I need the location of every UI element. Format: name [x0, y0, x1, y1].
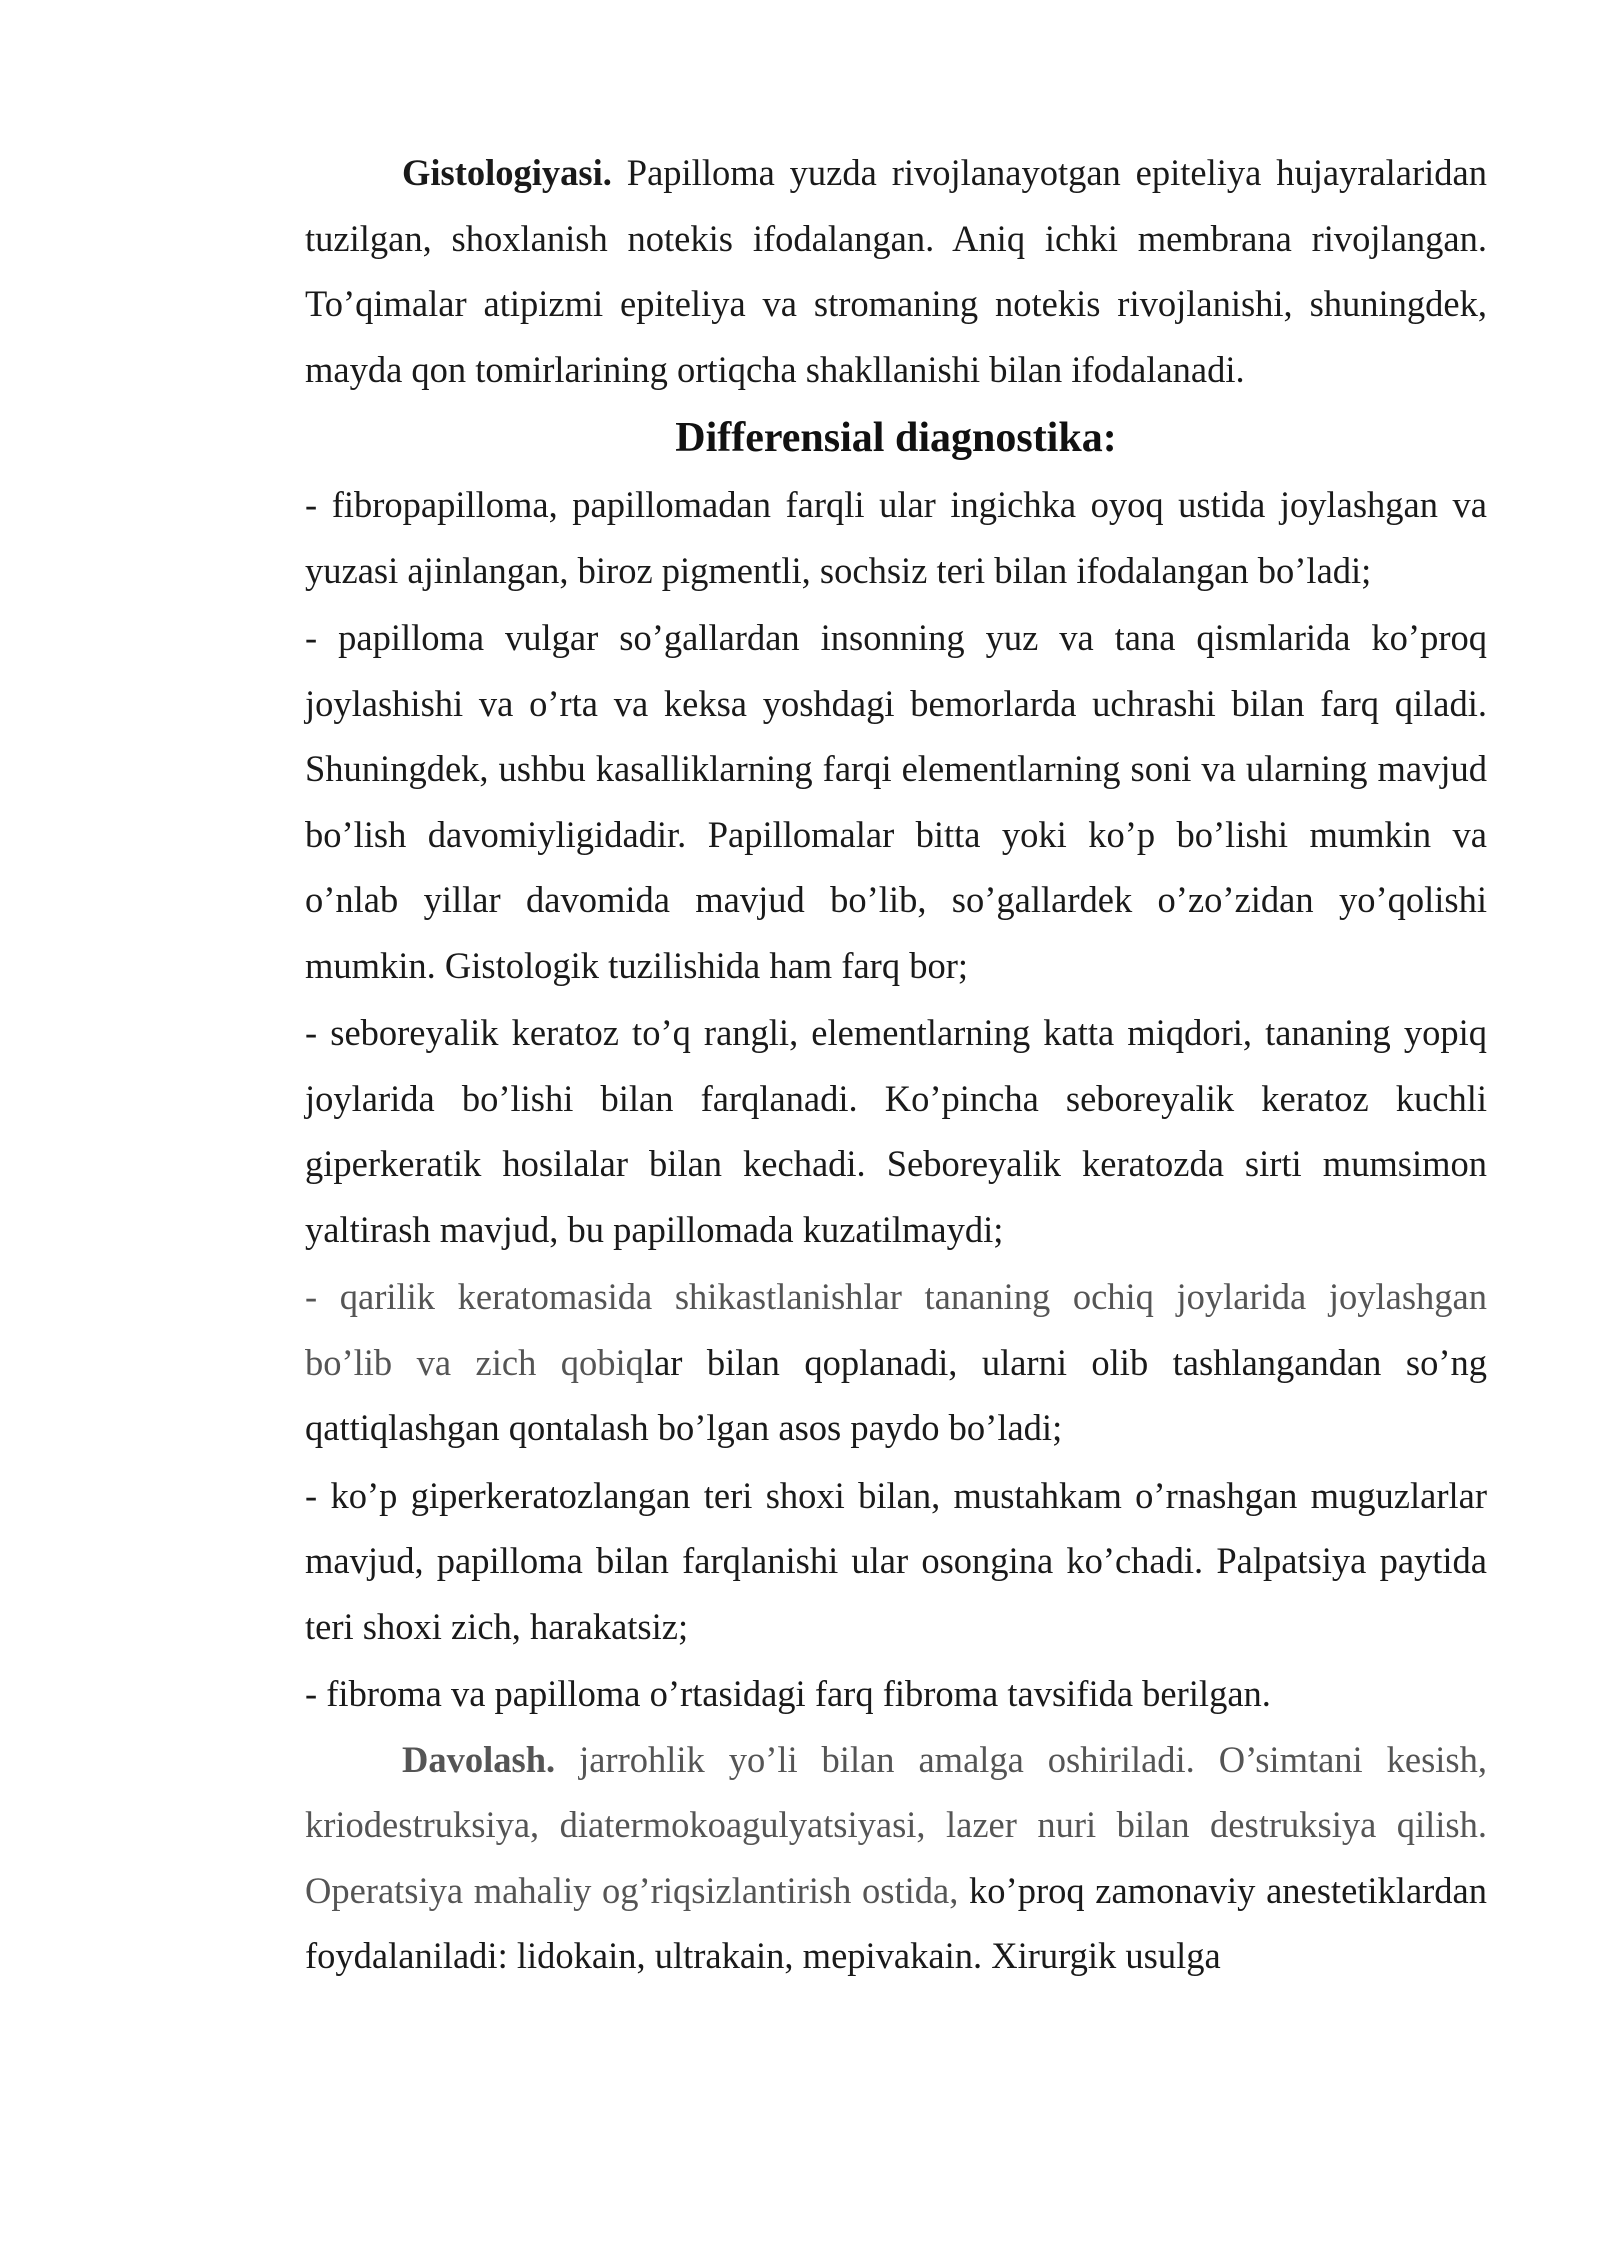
differential-item-4-rest: lar bilan qoplanadi, ularni olib tashlangandan so’ng qattiqlashgan qontalash bo’lgan asos paydo bo’ladi;: [305, 1341, 1487, 1448]
differential-item-3: - seboreyalik keratoz to’q rangli, elementlarning katta miqdori, tananing yopiq joylarida bo’lishi bilan farqlanadi. Ko’pincha seboreyalik keratoz kuchli giperkeratik hosilalar bilan kechadi. Seboreyalik keratozda sirti mumsimon yaltirash mavjud, bu papillomada kuzatilmaydi;: [305, 1012, 1487, 1250]
treatment-text-rest: ko’proq zamonaviy anestetiklardan foydalaniladi: lidokain, ultrakain, mepivakain. Xirurgik usulga: [305, 1869, 1488, 1976]
treatment-label: Davolash.: [402, 1738, 556, 1780]
differential-heading: Differensial diagnostika:: [675, 415, 1117, 461]
treatment-text-muted: jarrohlik yo’li bilan amalga oshiriladi. O’simtani kesish, kriodestruksiya, diatermokoagulyatsiyasi, lazer nuri bilan destruksiya qilish. Operatsiya mahaliy og’riqsizlantirish ostida,: [305, 1738, 1487, 1911]
differential-item-1: - fibropapilloma, papillomadan farqli ular ingichka oyoq ustida joylashgan va yuzasi ajinlangan, biroz pigmentli, sochsiz teri bilan ifodalangan bo’ladi;: [305, 484, 1487, 591]
histology-label: Gistologiyasi.: [402, 152, 612, 193]
document-page: [305, 140, 1487, 1989]
differential-item-5: - ko’p giperkeratozlangan teri shoxi bilan, mustahkam o’rnashgan muguzlarlar mavjud, papilloma bilan farqlanishi ular osongina ko’chadi. Palpatsiya paytida teri shoxi zich, harakatsiz;: [305, 1474, 1487, 1647]
differential-item-6: - fibroma va papilloma o’rtasidagi farq fibroma tavsifida berilgan.: [305, 1673, 1271, 1714]
differential-item-4-muted: - qarilik keratomasida shikastlanishlar tananing ochiq joylarida joylashgan bo’lib va zich qobiq: [305, 1276, 1487, 1383]
treatment-paragraph: [305, 1727, 1487, 1989]
histology-text: Papilloma yuzda rivojlanayotgan epiteliya hujayralaridan tuzilgan, shoxlanish notekis ifodalangan. Aniq ichki membrana rivojlangan. To’qimalar atipizmi epiteliya va stromaning notekis rivojlanishi, shuningdek, mayda qon tomirlarining ortiqcha shakllanishi bilan ifodalanadi.: [305, 152, 1487, 390]
differential-item-4: [305, 1264, 1487, 1461]
differential-item-2: - papilloma vulgar so’gallardan insonning yuz va tana qismlarida ko’proq joylashishi va o’rta va keksa yoshdagi bemorlarda uchrashi bilan farq qiladi. Shuningdek, ushbu kasalliklarning farqi elementlarning soni va ularning mavjud bo’lish davomiyligidadir. Papillomalar bitta yoki ko’p bo’lishi mumkin va o’nlab yillar davomida mavjud bo’lib, so’gallardek o’zo’zidan yo’qolishi mumkin. Gistologik tuzilishida ham farq bor;: [305, 617, 1487, 986]
histology-paragraph: [305, 140, 1487, 402]
